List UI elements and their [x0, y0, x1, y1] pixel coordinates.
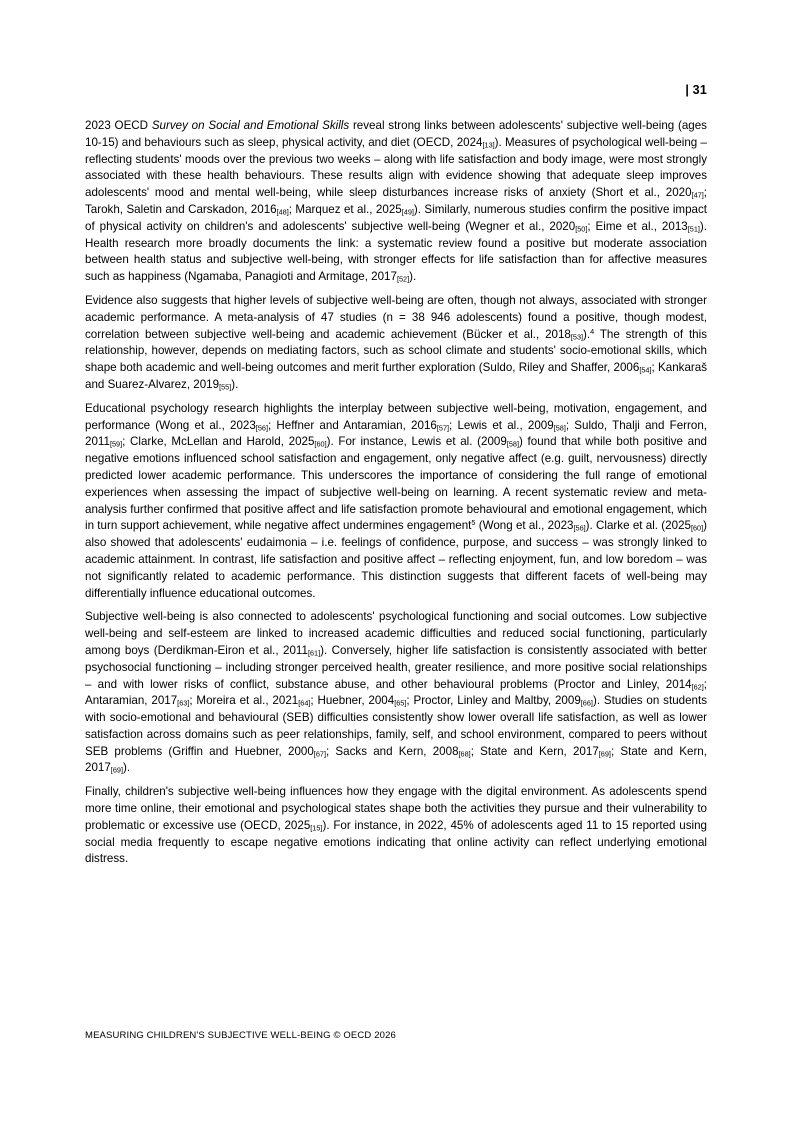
page-number: | 31 — [685, 83, 707, 97]
footer-running-title: MEASURING CHILDREN'S SUBJECTIVE WELL-BEING © OECD 2026 — [85, 1030, 396, 1041]
paragraph-educational-psychology: Educational psychology research highlights the interplay between subjective well-being, motivation, engagement, and performance (Wong et al., 2023[56]; Heffner and Antaramian, 2016[57]; Lewis et al., 2009[58]; Suldo, Thalji and Ferron, 2011[59]; Clarke, McLellan and Harold, 2025[60]). For instance, Lewis et al. (2009[58]) found that while both positive and negative emotions influenced school satisfaction and engagement, only negative affect (e.g. guilt, nervousness) directly predicted lower academic performance. This underscores the importance of considering the full range of emotional experiences when assessing the impact of subjective well-being on learning. A recent systematic review and meta-analysis further confirmed that positive affect and life satisfaction promote behavioural and emotional engagement, which in turn support achievement, while negative affect undermines engagement$^5$ (Wong et al., 2023[56]). Clarke et al. (2025[60]) also showed that adolescents' eudaimonia – i.e. feelings of confidence, purpose, and success – was strongly linked to academic attainment. In contrast, life satisfaction and positive affect – reflecting enjoyment, fun, and low boredom – was not significantly related to academic performance. This distinction suggests that different facets of well-being may differentially influence educational outcomes. — [85, 401, 708, 600]
paragraph-health-behaviours: 2023 OECD Survey on Social and Emotional Skills reveal strong links between adolescents' subjective well-being (ages 10-15) and behaviours such as sleep, physical activity, and diet (OECD, 2024[13]). Measures of psychological well-being – reflecting students' moods over the previous two weeks – along with life satisfaction and body image, were most strongly associated with these health behaviours. These results align with evidence showing that adequate sleep improves adolescents' mood and mental well-being, while sleep disturbances increase risks of anxiety (Short et al., 2020[47]; Tarokh, Saletin and Carskadon, 2016[48]; Marquez et al., 2025[49]). Similarly, numerous studies confirm the positive impact of physical activity on children's and adolescents' subjective well-being (Wegner et al., 2020[50]; Eime et al., 2013[51]). Health research more broadly documents the link: a systematic review found a positive but moderate association between health status and subjective well-being, with stronger effects for life satisfaction than for affective measures such as happiness (Ngamaba, Panagioti and Armitage, 2017[52]). — [85, 119, 707, 284]
page-body — [85, 118, 707, 875]
paragraph-academic-performance: Evidence also suggests that higher levels of subjective well-being are often, though not always, associated with stronger academic performance. A meta-analysis of 47 studies (n = 38 946 adolescents) found a positive, though modest, correlation between subjective well-being and academic achievement (Bücker et al., 2018[53]).$^4$ The strength of this relationship, however, depends on mediating factors, such as school climate and students' socio-emotional skills, which shape both academic and well-being outcomes and merit further exploration (Suldo, Riley and Shaffer, 2006[54]; Kankaraš and Suarez-Alvarez, 2019[55]). — [85, 293, 708, 392]
paragraph-psychological-functioning: Subjective well-being is also connected to adolescents' psychological functioning and social outcomes. Low subjective well-being and self-esteem are linked to increased academic difficulties and reduced social functioning, particularly among boys (Derdikman-Eiron et al., 2011[61]). Conversely, higher life satisfaction is consistently associated with better psychosocial functioning – including stronger perceived health, greater resilience, and more positive social relationships – and with lower risks of conflict, substance abuse, and other behavioural problems (Proctor and Linley, 2014[62]; Antaramian, 2017[63]; Moreira et al., 2021[64]; Huebner, 2004[65]; Proctor, Linley and Maltby, 2009[66]). Studies on students with socio-emotional and behavioural (SEB) difficulties consistently show lower overall life satisfaction, as well as lower satisfaction across domains such as peer relationships, family, self, and school environment, compared to peers without SEB problems (Griffin and Huebner, 2000[67]; Sacks and Kern, 2008[68]; State and Kern, 2017[69]; State and Kern, 2017[69]). — [85, 610, 708, 775]
paragraph-digital-environment: Finally, children's subjective well-being influences how they engage with the digital environment. As adolescents spend more time online, their emotional and psychological states shape both the activities they pursue and their vulnerability to problematic or excessive use (OECD, 2025[15]). For instance, in 2022, 45% of adolescents aged 11 to 15 reported using social media frequently to escape negative emotions indicating that online activity can reflect underlying emotional distress. — [85, 785, 707, 866]
